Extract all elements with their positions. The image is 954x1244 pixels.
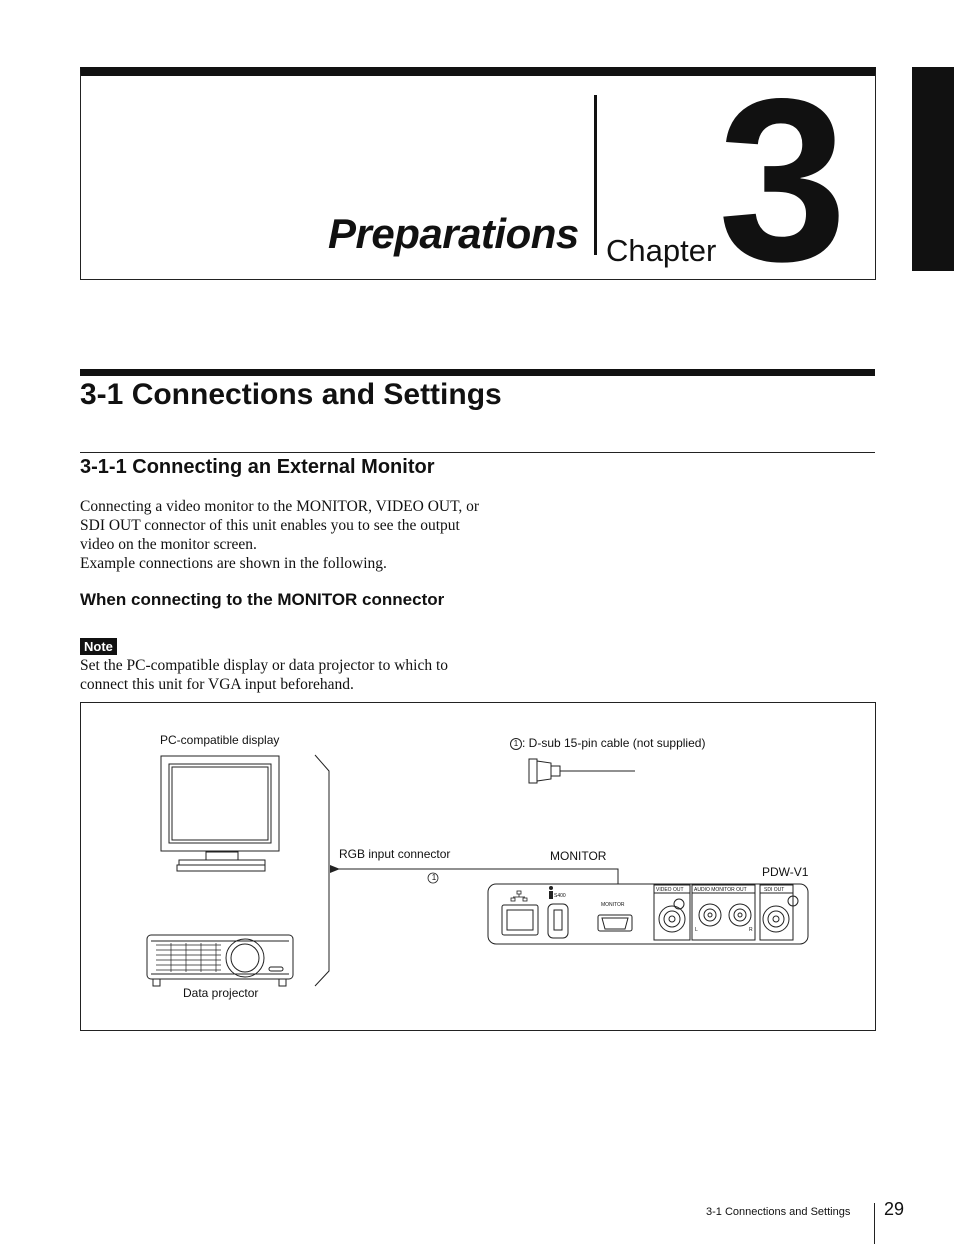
panel-monitor-label: MONITOR xyxy=(601,902,625,908)
chapter-thumb-tab xyxy=(912,67,954,271)
device-group-bracket xyxy=(315,755,329,986)
intro-paragraph: Connecting a video monitor to the MONITOR, VIDEO OUT, or SDI OUT connector of this unit enables you to see the output video on the monitor screen. xyxy=(80,498,480,553)
cable-label: : D-sub 15-pin cable (not supplied) xyxy=(522,736,706,750)
connection-diagram xyxy=(80,702,876,1031)
pc-display-label: PC-compatible display xyxy=(160,733,280,747)
running-footer: 3-1 Connections and Settings xyxy=(706,1206,851,1218)
chapter-divider xyxy=(594,95,597,255)
device-label: PDW-V1 xyxy=(762,865,809,879)
monitor-connector-label: MONITOR xyxy=(550,849,607,863)
note-label: Note xyxy=(80,638,117,655)
s400-label: S400 xyxy=(554,893,566,899)
note-text: Set the PC-compatible display or data projector to which to connect this unit for VGA input beforehand. xyxy=(80,657,449,693)
audio-right-label: R xyxy=(749,927,753,933)
audio-monitor-out-label: AUDIO MONITOR OUT xyxy=(694,887,747,893)
cable-callout xyxy=(510,736,705,750)
data-projector-label: Data projector xyxy=(183,986,259,1000)
intro-text xyxy=(80,497,480,573)
connection-diagram-drawing xyxy=(81,703,875,1030)
page-number: 29 xyxy=(884,1199,905,1219)
data-projector-icon xyxy=(147,935,293,986)
section-title: 3-1 Connections and Settings xyxy=(80,378,502,411)
section-rule xyxy=(80,369,875,376)
chapter-title: Preparations xyxy=(328,210,579,257)
rgb-input-connector-label: RGB input connector xyxy=(339,847,451,861)
chapter-number: 3 xyxy=(718,51,842,310)
dsub-cable-icon xyxy=(529,759,635,783)
chapter-label: Chapter xyxy=(606,233,717,268)
intro-paragraph: Example connections are shown in the following. xyxy=(80,555,387,572)
video-out-label: VIDEO OUT xyxy=(656,887,684,893)
cable-number-badge: 1 xyxy=(510,738,522,750)
pdw-v1-panel xyxy=(488,884,808,944)
ilink-icon xyxy=(549,886,553,899)
footer-divider xyxy=(874,1203,875,1244)
pc-display-icon xyxy=(161,756,279,871)
subheading: When connecting to the MONITOR connector xyxy=(80,590,445,609)
subsection-rule xyxy=(80,452,875,453)
cable-marker-number: 1 xyxy=(431,873,437,882)
sdi-out-label: SDI OUT xyxy=(764,887,785,893)
subsection-title: 3-1-1 Connecting an External Monitor xyxy=(80,456,435,478)
audio-left-label: L xyxy=(695,927,698,933)
